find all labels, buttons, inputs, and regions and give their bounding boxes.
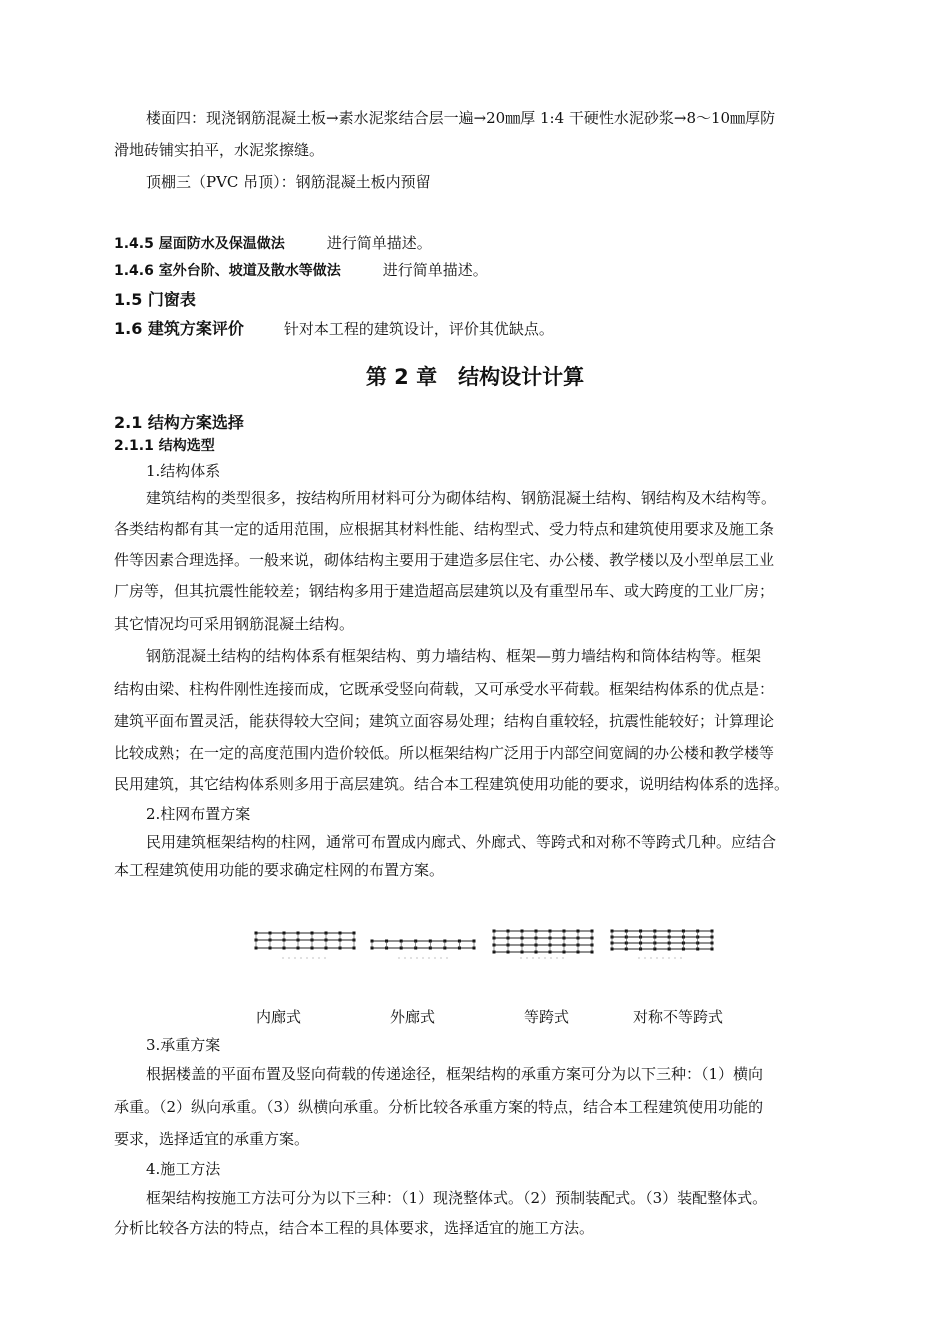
caption-outer-corridor: 外廊式 xyxy=(390,1008,436,1026)
section-1-6 xyxy=(114,318,854,340)
item1-p1-line-1: 建筑结构的类型很多，按结构所用材料可分为砌体结构、钢筋混凝土结构、钢结构及木结构等。 xyxy=(146,489,777,507)
floor4-line-2: 滑地砖铺实拍平，水泥浆擦缝。 xyxy=(114,141,325,159)
item1-p2-line-3: 建筑平面布置灵活，能获得较大空间；建筑立面容易处理；结构自重较轻，抗震性能较好；计算理论 xyxy=(114,712,775,730)
item4-p-line-1: 框架结构按施工方法可分为以下三种：（1）现浇整体式。（2）预制装配式。（3）装配整体式。 xyxy=(146,1189,768,1207)
section-1-4-6 xyxy=(114,260,854,281)
item1-p1-line-4: 厂房等，但其抗震性能较差；钢结构多用于建造超高层建筑以及有重型吊车、或大跨度的工业厂房； xyxy=(114,582,775,600)
item1-p1-line-2: 各类结构都有其一定的适用范围，应根据其材料性能、结构型式、受力特点和建筑使用要求及施工条 xyxy=(114,520,775,538)
section-1-5-title: 1.5 门窗表 xyxy=(114,290,196,309)
item4-p-line-2: 分析比较各方法的特点，结合本工程的具体要求，选择适宜的施工方法。 xyxy=(114,1219,595,1237)
section-2-1-1-title: 2.1.1 结构选型 xyxy=(114,438,215,454)
grid-diagram-equal-span xyxy=(492,927,596,963)
section-1-6-desc: 针对本工程的建筑设计，评价其优缺点。 xyxy=(283,320,554,338)
section-1-4-5-title: 1.4.5 屋面防水及保温做法 xyxy=(114,236,285,252)
item2-p-line-2: 本工程建筑使用功能的要求确定柱网的布置方案。 xyxy=(114,861,445,879)
section-1-4-6-desc: 进行简单描述。 xyxy=(382,261,488,279)
item1-p2-line-5: 民用建筑，其它结构体系则多用于高层建筑。结合本工程建筑使用功能的要求，说明结构体系的选择。 xyxy=(114,775,790,793)
grid-diagram-symmetric-unequal-svg xyxy=(610,927,716,963)
item3-p-line-3: 要求，选择适宜的承重方案。 xyxy=(114,1130,310,1148)
item4-title: 4.施工方法 xyxy=(146,1160,221,1178)
caption-symmetric-unequal: 对称不等跨式 xyxy=(633,1008,724,1026)
grid-diagram-outer-corridor-svg xyxy=(370,927,478,963)
floor4-line-1: 楼面四：现浇钢筋混凝土板→素水泥浆结合层一遍→20㎜厚 1:4 干硬性水泥砂浆→8～10㎜厚防 xyxy=(146,109,776,127)
item1-p1-line-5: 其它情况均可采用钢筋混凝土结构。 xyxy=(114,615,355,633)
chapter-title: 第 2 章 结构设计计算 xyxy=(365,365,585,389)
item1-p2-line-1: 钢筋混凝土结构的结构体系有框架结构、剪力墙结构、框架—剪力墙结构和筒体结构等。框架 xyxy=(146,647,762,665)
item1-title: 1.结构体系 xyxy=(146,462,221,480)
section-1-4-6-title: 1.4.6 室外台阶、坡道及散水等做法 xyxy=(114,263,341,279)
item2-p-line-1: 民用建筑框架结构的柱网，通常可布置成内廊式、外廊式、等跨式和对称不等跨式几种。应结合 xyxy=(146,833,777,851)
grid-diagram-inner-corridor xyxy=(254,927,358,963)
item3-p-line-1: 根据楼盖的平面布置及竖向荷载的传递途径，框架结构的承重方案可分为以下三种：（1）横向 xyxy=(146,1065,764,1083)
grid-diagram-inner-corridor-svg xyxy=(254,927,358,963)
caption-inner-corridor: 内廊式 xyxy=(256,1008,302,1026)
caption-equal-span: 等跨式 xyxy=(524,1008,570,1026)
item2-title: 2.柱网布置方案 xyxy=(146,805,251,823)
grid-diagram-equal-span-svg xyxy=(492,927,596,963)
section-1-4-5 xyxy=(114,233,854,254)
grid-diagram-symmetric-unequal xyxy=(610,927,716,963)
item1-p2-line-4: 比较成熟；在一定的高度范围内造价较低。所以框架结构广泛用于内部空间宽阔的办公楼和教学楼等 xyxy=(114,744,775,762)
item1-p2-line-2: 结构由梁、柱构件刚性连接而成，它既承受竖向荷载，又可承受水平荷载。框架结构体系的优点是： xyxy=(114,680,775,698)
section-1-6-title: 1.6 建筑方案评价 xyxy=(114,319,244,338)
ceiling3-line: 顶棚三（PVC 吊顶）：钢筋混凝土板内预留 xyxy=(146,173,431,191)
item3-title: 3.承重方案 xyxy=(146,1036,221,1054)
section-1-4-5-desc: 进行简单描述。 xyxy=(326,234,432,252)
item1-p1-line-3: 件等因素合理选择。一般来说，砌体结构主要用于建造多层住宅、办公楼、教学楼以及小型单层工业 xyxy=(114,551,775,569)
item3-p-line-2: 承重。（2）纵向承重。（3）纵横向承重。分析比较各承重方案的特点，结合本工程建筑使用功能的 xyxy=(114,1098,764,1116)
grid-diagram-outer-corridor xyxy=(370,927,478,963)
section-2-1-title: 2.1 结构方案选择 xyxy=(114,413,244,432)
